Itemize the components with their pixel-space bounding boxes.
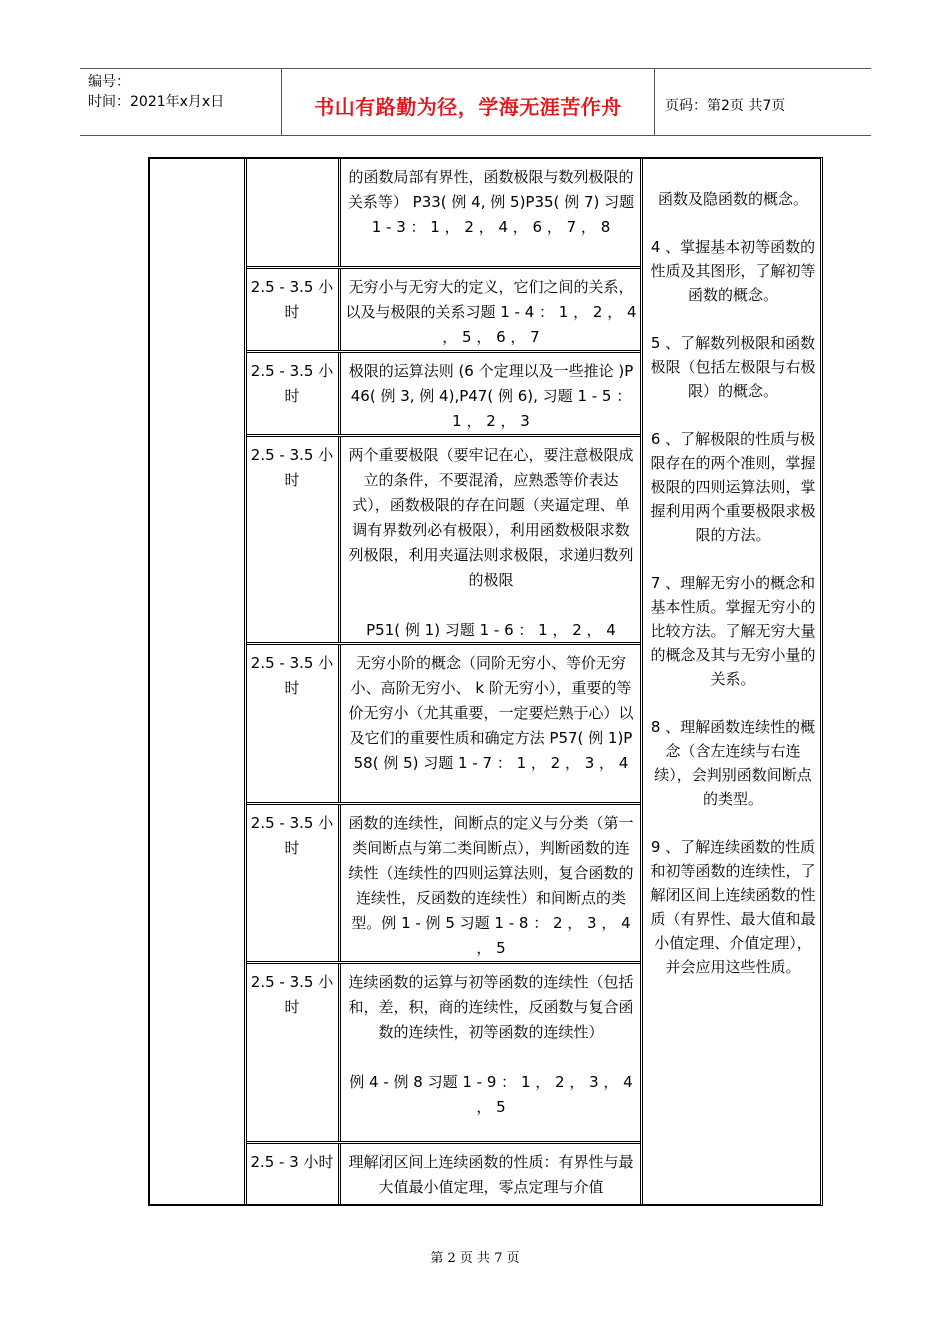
table-row <box>246 1144 640 1204</box>
content-text-reference: 例 4 - 例 8 习题 1 - 9 ： 1 ， 2 ， 3 ， 4 ， 5 <box>349 1073 633 1116</box>
content-cell <box>341 437 640 642</box>
content-cell <box>341 964 640 1141</box>
content-text: 函数的连续性，间断点的定义与分类（第一类间断点与第二类间断点），判断函数的连续性（连续性的四则运算法则，复合函数的连续性，反函数的连续性）和间断点的类型。例 1 - 例 5 习题 1 - 8 ： 2 ， 3 ， 4 ， 5 <box>348 814 634 957</box>
objective-item: 函数及隐函数的概念。 <box>657 190 808 208</box>
content-text: 的函数局部有界性，函数极限与数列极限的关系等） P33( 例 4, 例 5)P35( 例 7) 习题 1 - 3 ： 1 ， 2 ， 4 ， 6 ， 7 ， 8 <box>347 168 635 236</box>
table-row <box>246 159 640 269</box>
table-row <box>246 645 640 805</box>
time-cell: 2.5 - 3.5 小时 <box>246 964 341 1141</box>
time-cell: 2.5 - 3.5 小时 <box>246 269 341 350</box>
time-cell: 2.5 - 3.5 小时 <box>246 805 341 961</box>
content-text-reference: P51( 例 1) 习题 1 - 6 ： 1 ， 2 ， 4 <box>366 621 616 639</box>
content-text: 无穷小阶的概念（同阶无穷小、等价无穷小、高阶无穷小、 k 阶无穷小），重要的等价无穷小（尤其重要，一定要烂熟于心）以及它们的重要性质和确定方法 P57( 例 1)P58( 例 5) 习题 1 - 7 ： 1 ， 2 ， 3 ， 4 <box>348 654 634 772</box>
objective-item: 8 、理解函数连续性的概念（含左连续与右连续），会判别函数间断点的类型。 <box>650 718 816 808</box>
content-text: 无穷小与无穷大的定义，它们之间的关系，以及与极限的关系习题 1 - 4 ： 1 ， 2 ， 4 ， 5 ， 6 ， 7 <box>345 278 637 346</box>
content-cell <box>341 269 640 350</box>
content-cell <box>341 645 640 802</box>
content-cell <box>341 805 640 961</box>
page-header <box>80 68 871 136</box>
content-cell <box>341 353 640 434</box>
header-meta <box>80 69 282 135</box>
time-cell: 2.5 - 3.5 小时 <box>246 353 341 434</box>
content-text: 连续函数的运算与初等函数的连续性（包括和，差，积，商的连续性，反函数与复合函数的连续性，初等函数的连续性） <box>348 973 634 1041</box>
table-row <box>246 964 640 1144</box>
content-cell <box>341 159 640 266</box>
objective-item: 9 、了解连续函数的性质和初等函数的连续性，了解闭区间上连续函数的性质（有界性、最大值和最小值定理、介值定理），并会应用这些性质。 <box>650 838 816 976</box>
time-label: 时间：2021年x月x日 <box>88 94 225 110</box>
time-cell: 2.5 - 3 小时 <box>246 1144 341 1204</box>
content-text: 极限的运算法则 (6 个定理以及一些推论 )P46( 例 3, 例 4),P47( 例 6), 习题 1 - 5 ： 1 ， 2 ， 3 <box>348 362 634 430</box>
header-page-label: 页码：第2页 共7页 <box>665 98 786 114</box>
table-row <box>246 805 640 964</box>
content-cell <box>341 1144 640 1204</box>
objective-item: 4 、掌握基本初等函数的性质及其图形，了解初等函数的概念。 <box>650 238 816 304</box>
content-text: 两个重要极限（要牢记在心，要注意极限成立的条件，不要混淆，应熟悉等价表达式），函数极限的存在问题（夹逼定理、单调有界数列必有极限），利用函数极限求数列极限，利用夹逼法则求极限，求递归数列的极限 <box>348 446 634 589</box>
table-row <box>246 269 640 353</box>
time-cell <box>246 159 341 266</box>
page-footer: 第 2 页 共 7 页 <box>430 1251 520 1266</box>
syllabus-table <box>148 157 823 1206</box>
table-row <box>246 353 640 437</box>
objective-item: 7 、理解无穷小的概念和基本性质。掌握无穷小的比较方法。了解无穷大量的概念及其与无穷小量的关系。 <box>650 574 816 688</box>
objective-item: 5 、了解数列极限和函数极限（包括左极限与右极限）的概念。 <box>650 334 816 400</box>
objectives-column <box>644 159 822 1003</box>
time-cell: 2.5 - 3.5 小时 <box>246 645 341 802</box>
header-motto: 书山有路勤为径，学海无涯苦作舟 <box>282 69 655 135</box>
column-divider <box>640 159 643 1204</box>
code-label: 编号： <box>88 74 130 90</box>
objective-item: 6 、了解极限的性质与极限存在的两个准则，掌握极限的四则运算法则，掌握利用两个重要极限求极限的方法。 <box>650 430 816 544</box>
time-cell: 2.5 - 3.5 小时 <box>246 437 341 642</box>
table-row <box>246 437 640 645</box>
content-text: 理解闭区间上连续函数的性质：有界性与最大值最小值定理，零点定理与介值 <box>348 1153 634 1196</box>
